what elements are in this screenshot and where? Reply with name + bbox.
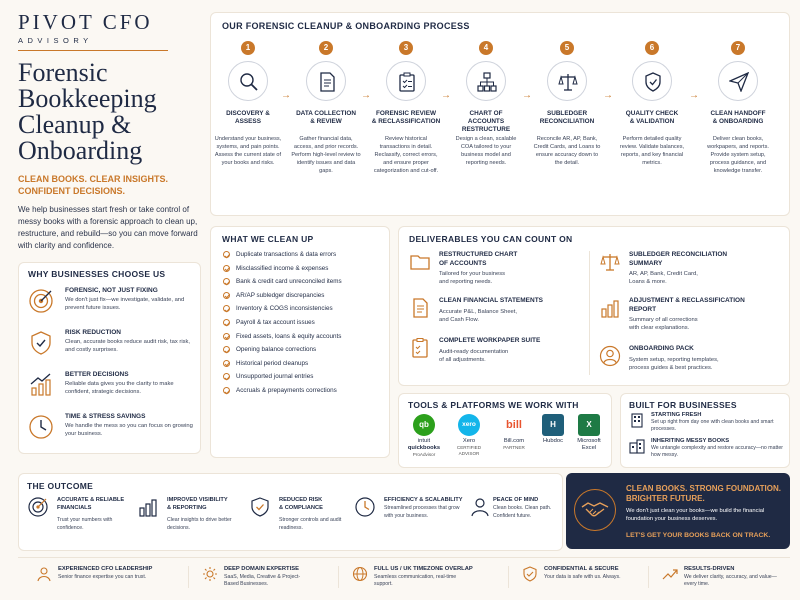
check-circle-icon	[223, 319, 230, 326]
outcome-title-line: & REPORTING	[167, 505, 207, 511]
built-item-title: INHERITING MESSY BOOKS	[651, 438, 730, 444]
deliverable-title: CLEAN FINANCIAL STATEMENTS	[439, 297, 543, 304]
step-title-line: CLEAN HANDOFF	[710, 110, 766, 117]
step-icon-circle	[547, 61, 587, 101]
growth-chart-icon	[27, 371, 55, 399]
bar-chart-icon	[137, 496, 159, 518]
footer-divider	[338, 566, 339, 588]
arrow-right-icon: →	[441, 90, 451, 101]
arrow-right-icon: →	[281, 90, 291, 101]
tool-hubdoc	[533, 414, 573, 445]
footer-item-desc: Senior finance expertise you can trust.	[58, 574, 147, 580]
arrow-right-icon: →	[603, 90, 613, 101]
hero-subtitle-line: CLEAN BOOKS. CLEAR INSIGHTS.	[18, 174, 169, 184]
step-title	[291, 110, 361, 127]
step-title-line: DATA COLLECTION	[296, 110, 356, 117]
page-title	[18, 60, 208, 164]
step-title-line: SUBLEDGER	[546, 110, 588, 117]
tool-name-line: Microsoft	[577, 438, 601, 444]
deliverable-desc-line: Tailored for your business	[439, 271, 506, 277]
built-item-title: STARTING FRESH	[651, 412, 702, 418]
why-item	[27, 329, 197, 365]
deliverable-title	[439, 251, 589, 268]
deliverable-desc	[439, 348, 579, 364]
footer-item-desc: Seamless communication, real-time support.	[374, 574, 457, 587]
why-choose-us-card	[18, 262, 201, 454]
tool-excel	[569, 414, 609, 452]
step-title	[617, 110, 687, 127]
page-title-line: Onboarding	[18, 136, 143, 165]
step-desc: Gather financial data, access, and prior records. Perform high-level review to identify issues and data gaps.	[291, 136, 361, 174]
brand-name: PIVOT CFO	[18, 10, 153, 34]
outcome-title-line: REDUCED RISK	[279, 497, 323, 503]
workpaper-icon	[409, 337, 431, 359]
globe-icon	[352, 566, 368, 582]
outcome-card	[18, 473, 563, 551]
building-icon	[629, 412, 645, 428]
cleanup-item-label: Misclassified income & expenses	[236, 264, 329, 272]
footer-item-desc: Your data is safe with us. Always.	[544, 574, 621, 580]
step-title-line: & REVIEW	[310, 118, 342, 125]
brand-rule	[18, 50, 168, 51]
bar-chart-icon	[599, 297, 621, 319]
outcome-title: PEACE OF MIND	[493, 497, 539, 503]
deliverable-title-line: SUMMARY	[629, 259, 663, 267]
folder-icon	[409, 251, 431, 273]
step-number: 6	[645, 41, 659, 55]
trend-up-icon	[662, 566, 678, 582]
org-chart-icon	[477, 72, 497, 92]
step-number: 3	[399, 41, 413, 55]
deliverable-desc-line: Accurate P&L, Balance Sheet,	[439, 309, 517, 315]
tool-name: Hubdoc	[543, 438, 563, 444]
clipboard-icon	[397, 72, 417, 92]
tool-name: Bill.com	[503, 438, 525, 444]
cleanup-item-label: Unsupported journal entries	[236, 373, 314, 381]
target-icon	[27, 496, 49, 518]
cta-icon-ring	[574, 489, 616, 531]
cta-headline-line: CLEAN BOOKS. STRONG FOUNDATION.	[626, 484, 781, 493]
footer-item-title: FULL US / UK TIMEZONE OVERLAP	[374, 566, 473, 572]
tool-name-line: Excel	[581, 445, 597, 451]
why-item-title: BETTER DECISIONS	[65, 371, 129, 378]
deliverable-desc-line: System setup, reporting templates,	[629, 357, 719, 363]
cleanup-item-label: AR/AP subledger discrepancies	[236, 291, 325, 299]
cta-headline	[626, 484, 781, 504]
tool-quickbooks	[404, 414, 444, 458]
step-desc: Review historical transactions in detail. Reclassify, correct errors, and ensure proper categorization and cut-off.	[373, 136, 439, 174]
deliverables-card	[398, 226, 790, 386]
deliverable-title	[629, 297, 779, 314]
step-title-line: ASSESS	[235, 118, 261, 125]
deliverable-desc-line: Loans & more.	[629, 279, 667, 285]
deliverable-desc	[439, 270, 579, 286]
step-title	[703, 110, 773, 127]
step-title-line: RESTRUCTURE	[461, 126, 511, 133]
footer-item-desc: We deliver clarity, accuracy, and value—every time.	[684, 574, 777, 587]
why-item	[27, 371, 197, 407]
deliverable-desc	[629, 356, 769, 372]
step-icon-circle	[228, 61, 268, 101]
check-circle-icon	[223, 265, 230, 272]
shield-check-icon	[249, 496, 271, 518]
shield-check-icon	[27, 329, 55, 357]
gear-icon	[202, 566, 218, 582]
check-circle-icon	[223, 373, 230, 380]
step-number: 7	[731, 41, 745, 55]
step-icon-circle	[386, 61, 426, 101]
step-icon-circle	[718, 61, 758, 101]
tool-bill	[494, 414, 534, 451]
outcome-title: EFFICIENCY & SCALABILITY	[384, 497, 463, 503]
cta-call-to-action[interactable]: LET'S GET YOUR BOOKS BACK ON TRACK.	[626, 532, 771, 539]
outcome-desc: Clean books. Clean path. Confident future.	[493, 505, 552, 519]
why-item-desc: We don't just fix—we investigate, validate, and prevent future issues.	[65, 297, 185, 311]
step-title-line: & RECLASSIFICATION	[371, 118, 441, 125]
footer	[18, 557, 790, 595]
check-circle-icon	[223, 278, 230, 285]
statement-icon	[409, 297, 431, 319]
step-title	[532, 110, 602, 127]
process-step	[617, 41, 687, 167]
deliverable-title: ONBOARDING PACK	[629, 345, 694, 352]
deliverable-desc	[439, 308, 579, 324]
check-circle-icon	[223, 346, 230, 353]
excel-logo-icon: X	[578, 414, 600, 436]
step-icon-circle	[466, 61, 506, 101]
footer-divider	[648, 566, 649, 588]
cleanup-item	[223, 251, 336, 258]
check-circle-icon	[223, 305, 230, 312]
cleanup-item	[223, 265, 328, 272]
shield-check-icon	[522, 566, 538, 582]
outcome-title-line: FINANCIALS	[57, 505, 92, 511]
leader-icon	[36, 566, 52, 582]
person-icon	[469, 496, 491, 518]
clock-icon	[354, 496, 376, 518]
cleanup-item-label: Accruals & prepayments corrections	[236, 387, 337, 395]
tool-name-line: quickbooks	[407, 445, 441, 451]
section-title: DELIVERABLES YOU CAN COUNT ON	[409, 234, 573, 244]
footer-item-title: CONFIDENTIAL & SECURE	[544, 566, 619, 572]
cleanup-item	[223, 360, 308, 367]
cta-description: We don't just clean your books—we build the financial foundation your business deserves.	[626, 508, 765, 522]
hero-subtitle-line: CONFIDENT DECISIONS.	[18, 186, 126, 196]
tool-name: Xero	[462, 438, 476, 444]
outcome-desc: Trust your numbers with confidence.	[57, 517, 113, 531]
outcome-desc: Stronger controls and audit readiness.	[279, 517, 342, 531]
cleanup-item	[223, 333, 341, 340]
person-icon	[599, 345, 621, 367]
tool-sub: PARTNER	[503, 445, 525, 450]
outcome-title	[57, 496, 137, 512]
footer-divider	[508, 566, 509, 588]
cleanup-item	[223, 346, 316, 353]
tool-name	[404, 438, 444, 452]
cleanup-item-label: Payroll & tax account issues	[236, 319, 315, 327]
deliverable-title-line: ADJUSTMENT & RECLASSIFICATION	[629, 297, 745, 304]
check-circle-icon	[223, 292, 230, 299]
step-number: 1	[241, 41, 255, 55]
cleanup-item-label: Opening balance corrections	[236, 346, 317, 354]
step-title-line: QUALITY CHECK	[625, 110, 679, 117]
step-title-line: RECONCILIATION	[539, 118, 595, 125]
footer-item-desc: SaaS, Media, Creative & Project-Based Businesses.	[224, 574, 301, 587]
cleanup-item-label: Historical period cleanups	[236, 359, 309, 367]
arrow-right-icon: →	[689, 90, 699, 101]
step-desc: Understand your business, systems, and pain points. Assess the current state of your books and risks.	[214, 136, 282, 166]
deliverable-desc-line: of all adjustments.	[439, 357, 486, 363]
step-icon-circle	[632, 61, 672, 101]
footer-divider	[188, 566, 189, 588]
step-desc: Reconcile AR, AP, Bank, Credit Cards, and Loans to ensure accuracy down to the detail.	[533, 136, 601, 166]
target-icon	[27, 287, 55, 315]
outcome-desc: Clear insights to drive better decisions.	[167, 517, 232, 531]
clock-icon	[27, 413, 55, 441]
cleanup-item-label: Duplicate transactions & data errors	[236, 251, 337, 259]
deliverable-title	[629, 251, 779, 268]
tool-sub: CERTIFIED ADVISOR	[456, 445, 482, 456]
tools-card	[398, 393, 612, 468]
footer-item-title: DEEP DOMAIN EXPERTISE	[224, 566, 299, 572]
deliverable-desc-line: Summary of all corrections	[629, 317, 698, 323]
cleanup-item	[223, 319, 315, 326]
scale-icon	[558, 72, 578, 92]
step-number: 4	[479, 41, 493, 55]
cleanup-item	[223, 387, 337, 394]
cta-banner	[566, 473, 790, 549]
buildings-icon	[629, 438, 645, 454]
hero-description: We help businesses start fresh or take control of messy books with a forensic approach to clean up, restructure, and rebuild—so you can move forward with clarity and confidence.	[18, 205, 198, 250]
cleanup-item	[223, 292, 324, 299]
why-item-desc: Clean, accurate books reduce audit risk, tax risk, and costly surprises.	[65, 339, 191, 353]
hero-subtitle	[18, 173, 208, 197]
paper-plane-icon	[729, 72, 749, 92]
handshake-icon	[581, 499, 609, 521]
process-step	[291, 41, 361, 175]
why-item-desc: Reliable data gives you the clarity to make confident, strategic decisions.	[65, 381, 174, 395]
outcome-title-line: ACCURATE & RELIABLE	[57, 497, 125, 503]
page-title-line: Bookkeeping	[18, 84, 157, 113]
why-item	[27, 413, 197, 449]
step-title-line: CHART OF ACCOUNTS	[467, 110, 505, 125]
quickbooks-logo-icon: qb	[413, 414, 435, 436]
shield-check-icon	[643, 72, 663, 92]
why-item-title: FORENSIC, NOT JUST FIXING	[65, 287, 158, 294]
cleanup-item	[223, 305, 333, 312]
footer-item-title: EXPERIENCED CFO LEADERSHIP	[58, 566, 153, 572]
deliverable-desc-line: Audit-ready documentation	[439, 349, 509, 355]
section-title: BUILT FOR BUSINESSES	[629, 400, 737, 410]
check-circle-icon	[223, 251, 230, 258]
step-desc: Design a clean, scalable COA tailored to your business model and reporting needs.	[455, 136, 517, 166]
step-title-line: DISCOVERY &	[226, 110, 270, 117]
brand-logo	[18, 10, 198, 51]
page-title-line: Cleanup &	[18, 110, 132, 139]
step-number: 5	[560, 41, 574, 55]
why-item-desc: We handle the mess so you can focus on growing your business.	[65, 423, 193, 437]
magnifier-icon	[239, 72, 259, 92]
outcome-desc: Streamlined processes that grow with your business.	[384, 505, 460, 519]
cleanup-item	[223, 278, 342, 285]
deliverable-title-line: OF ACCOUNTS	[439, 259, 487, 267]
cleanup-item	[223, 373, 313, 380]
section-title: TOOLS & PLATFORMS WE WORK WITH	[408, 400, 579, 410]
deliverable-desc-line: and reporting needs.	[439, 279, 493, 285]
deliverable-title-line: RESTRUCTURED CHART	[439, 251, 518, 258]
deliverable-title-line: REPORT	[629, 305, 657, 313]
arrow-right-icon: →	[522, 90, 532, 101]
cleanup-card	[210, 226, 390, 458]
process-step	[532, 41, 602, 167]
built-item-desc: We untangle complexity and restore accuracy—no matter how messy.	[651, 445, 783, 458]
deliverable-desc-line: process guides & best practices.	[629, 365, 713, 371]
cleanup-item-label: Fixed assets, loans & equity accounts	[236, 332, 342, 340]
deliverable-title: COMPLETE WORKPAPER SUITE	[439, 337, 541, 344]
step-icon-circle	[306, 61, 346, 101]
cleanup-item-label: Inventory & COGS inconsistencies	[236, 305, 333, 313]
step-title	[371, 110, 441, 127]
deliverable-desc	[629, 270, 769, 286]
process-card	[210, 12, 790, 216]
outcome-title-line: & COMPLIANCE	[279, 505, 323, 511]
cleanup-item-label: Bank & credit card unreconciled items	[236, 278, 342, 286]
step-desc: Deliver clean books, workpapers, and reports. Provide system setup, process guidance, and knowledge transfer.	[707, 136, 769, 174]
section-title: THE OUTCOME	[27, 481, 94, 491]
section-title: OUR FORENSIC CLEANUP & ONBOARDING PROCESS	[222, 21, 470, 31]
arrow-right-icon: →	[361, 90, 371, 101]
why-item-title: TIME & STRESS SAVINGS	[65, 413, 146, 420]
deliverable-desc-line: with clear explanations.	[629, 325, 690, 331]
step-title-line: & VALIDATION	[629, 118, 675, 125]
tool-name	[569, 438, 609, 452]
xero-logo-icon: xero	[458, 414, 480, 436]
column-divider	[589, 251, 590, 375]
step-title	[213, 110, 283, 127]
tool-sub: ProAdvisor	[412, 452, 436, 457]
step-title-line: FORENSIC REVIEW	[375, 110, 436, 117]
deliverable-title-line: SUBLEDGER RECONCILIATION	[629, 251, 728, 258]
bill-logo-icon: bill	[506, 419, 522, 431]
built-for-card	[620, 393, 790, 468]
why-item	[27, 287, 197, 323]
tool-xero	[449, 414, 489, 457]
check-circle-icon	[223, 387, 230, 394]
outcome-title-line: IMPROVED VISIBILITY	[167, 497, 228, 503]
scale-icon	[599, 251, 621, 273]
page-title-line: Forensic	[18, 58, 108, 87]
footer-item-title: RESULTS-DRIVEN	[684, 566, 735, 572]
step-title-line: & ONBOARDING	[712, 118, 764, 125]
brand-tagline: ADVISORY	[18, 36, 93, 45]
step-desc: Perform detailed quality review. Validate balances, reports, and key financial metrics.	[619, 136, 685, 166]
outcome-title	[279, 496, 359, 512]
why-item-title: RISK REDUCTION	[65, 329, 121, 336]
process-step	[451, 41, 521, 167]
section-title: WHAT WE CLEAN UP	[222, 234, 314, 244]
process-step	[213, 41, 283, 167]
tool-name-line: intuit	[417, 438, 431, 444]
outcome-title	[167, 496, 247, 512]
process-step	[703, 41, 773, 175]
check-circle-icon	[223, 360, 230, 367]
hubdoc-logo-icon: H	[542, 414, 564, 436]
step-number: 2	[319, 41, 333, 55]
cta-headline-line: BRIGHTER FUTURE.	[626, 494, 705, 503]
deliverable-desc-line: AR, AP, Bank, Credit Card,	[629, 271, 698, 277]
built-item-desc: Set up right from day one with clean books and smart processes.	[651, 419, 774, 432]
deliverable-desc-line: and Cash Flow.	[439, 317, 479, 323]
document-icon	[317, 72, 337, 92]
process-step	[371, 41, 441, 175]
section-title: WHY BUSINESSES CHOOSE US	[28, 269, 166, 279]
deliverable-desc	[629, 316, 769, 332]
check-circle-icon	[223, 333, 230, 340]
step-title	[451, 110, 521, 133]
